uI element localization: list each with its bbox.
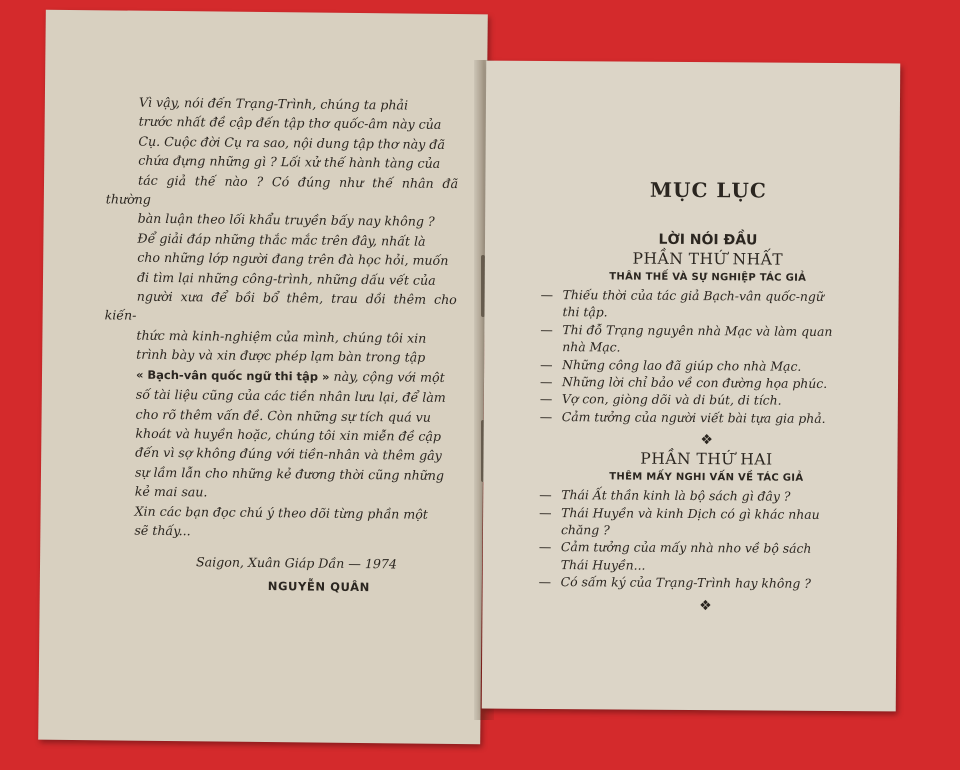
text-line: trình bày và xin được phép lạm bàn trong tập <box>136 346 426 365</box>
dash: — <box>540 286 554 303</box>
toc-item <box>539 504 873 541</box>
toc-item <box>539 538 873 575</box>
text-line: Để giải đáp những thắc mắc trên đây, nhất là <box>137 230 426 249</box>
toc-item-text: Cảm tưởng của người viết bài tựa gia phả. <box>561 408 826 426</box>
author-name: NGUYỄN QUÂN <box>267 578 370 594</box>
text-line: khoát và huyền hoặc, chúng tôi xin miễn đề cập <box>135 425 442 444</box>
text-line: Cụ. Cuộc đời Cụ ra sao, nội dung tập thơ này đã <box>138 133 445 152</box>
dash: — <box>539 373 553 390</box>
text-line: đến vì sợ không đúng với tiền-nhân và thêm gây <box>135 444 442 464</box>
right-page <box>482 61 901 712</box>
text-line: cho rõ thêm vấn đề. Còn những sự tích quá vu <box>135 406 431 425</box>
text-line: thức mà kinh-nghiệm của mình, chúng tôi xin <box>136 327 427 346</box>
part-1-section: THÂN THẾ VÀ SỰ NGHIỆP TÁC GIẢ <box>609 271 807 284</box>
part-1-title: PHẦN THỨ NHẤT <box>632 249 784 269</box>
paragraph-2 <box>103 228 458 504</box>
toc-item-text: thi tập. <box>562 304 608 320</box>
place-date: Saigon, Xuân Giáp Dần — 1974 <box>195 554 397 572</box>
text-line: tác giả thế nào ? Có đúng như thế nhân đã thường <box>105 172 459 207</box>
part-2-list <box>539 486 874 593</box>
toc-item <box>540 286 874 323</box>
end-ornament-icon: ❖ <box>699 597 712 614</box>
toc-item-text: Vợ con, giòng dõi và di bút, di tích. <box>561 391 782 409</box>
text-line: trước nhất đề cập đến tập thơ quốc-âm này của <box>138 114 442 133</box>
toc-item-text: Thái Huyền... <box>560 556 646 573</box>
toc-item <box>540 390 874 410</box>
toc-item-text: Thái Huyền và kinh Dịch có gì khác nhau <box>561 504 820 522</box>
paragraph-1 <box>106 92 459 232</box>
toc-item <box>540 408 874 428</box>
text-line: sự lầm lẫn cho những kẻ đương thời cũng những <box>134 464 445 483</box>
dash: — <box>539 408 553 424</box>
part-2-section: THÊM MẤY NGHI VẤN VỀ TÁC GIẢ <box>609 471 804 485</box>
text-line: số tài liệu cũng của các tiền nhân lưu lại, để làm <box>135 386 446 406</box>
toc-item-text: Những lời chỉ bảo về con đường họa phúc. <box>561 374 828 391</box>
text-line: chứa đựng những gì ? Lối xử thế hành tàng của <box>138 152 441 172</box>
left-page <box>38 10 488 745</box>
dash: — <box>538 574 552 590</box>
toc-title: MỤC LỤC <box>649 177 767 203</box>
text-line: sẽ thấy... <box>134 522 191 539</box>
text-line: Vì vậy, nói đến Trạng-Trình, chúng ta phải <box>138 94 409 113</box>
toc-item-text: Những công lao đã giúp cho nhà Mạc. <box>562 356 802 374</box>
text-line: đi tìm lại những công-trình, những dấu vết của <box>136 269 436 288</box>
toc-item-text: nhà Mạc. <box>562 339 621 355</box>
text-line: kẻ mai sau. <box>134 483 208 500</box>
text-fragment: này, cộng với một <box>329 368 445 385</box>
toc-item <box>539 486 873 506</box>
toc-foreword: LỜI NÓI ĐẦU <box>658 231 758 249</box>
toc-item-text: Có sấm ký của Trạng-Trình hay không ? <box>560 574 811 592</box>
toc-item-text: Thi đỗ Trạng nguyên nhà Mạc và làm quan <box>562 321 833 339</box>
dash: — <box>540 356 553 372</box>
dash: — <box>539 487 552 503</box>
toc-item-text: chăng ? <box>560 522 610 538</box>
text-line: Xin các bạn đọc chú ý theo dõi từng phần một <box>134 503 428 522</box>
text-line: cho những lớp người đang trên đà học hỏi, muốn <box>137 249 449 269</box>
dash: — <box>539 504 552 520</box>
toc-item-text: Cảm tưởng của mấy nhà nho về bộ sách <box>560 539 812 557</box>
dash: — <box>539 391 553 407</box>
dash: — <box>538 539 552 555</box>
book-title: « Bạch-vân quốc ngữ thi tập » <box>135 367 330 384</box>
toc-item-text: Thái Ất thần kinh là bộ sách gì đây ? <box>561 487 791 504</box>
toc-item-text: Thiếu thời của tác giả Bạch-vân quốc-ngữ <box>562 287 824 304</box>
toc-item <box>540 321 874 358</box>
part-2-title: PHẦN THỨ HAI <box>640 449 773 469</box>
paragraph-3 <box>102 501 454 543</box>
ornament-icon: ❖ <box>700 432 713 449</box>
text-line: người xưa để bồi bổ thêm, trau dồi thêm cho kiến- <box>104 288 457 324</box>
text-line: bàn luận theo lối khẩu truyền bấy nay không ? <box>137 211 435 230</box>
toc-item <box>539 573 873 593</box>
dash: — <box>540 321 553 337</box>
part-1-list <box>540 286 875 428</box>
